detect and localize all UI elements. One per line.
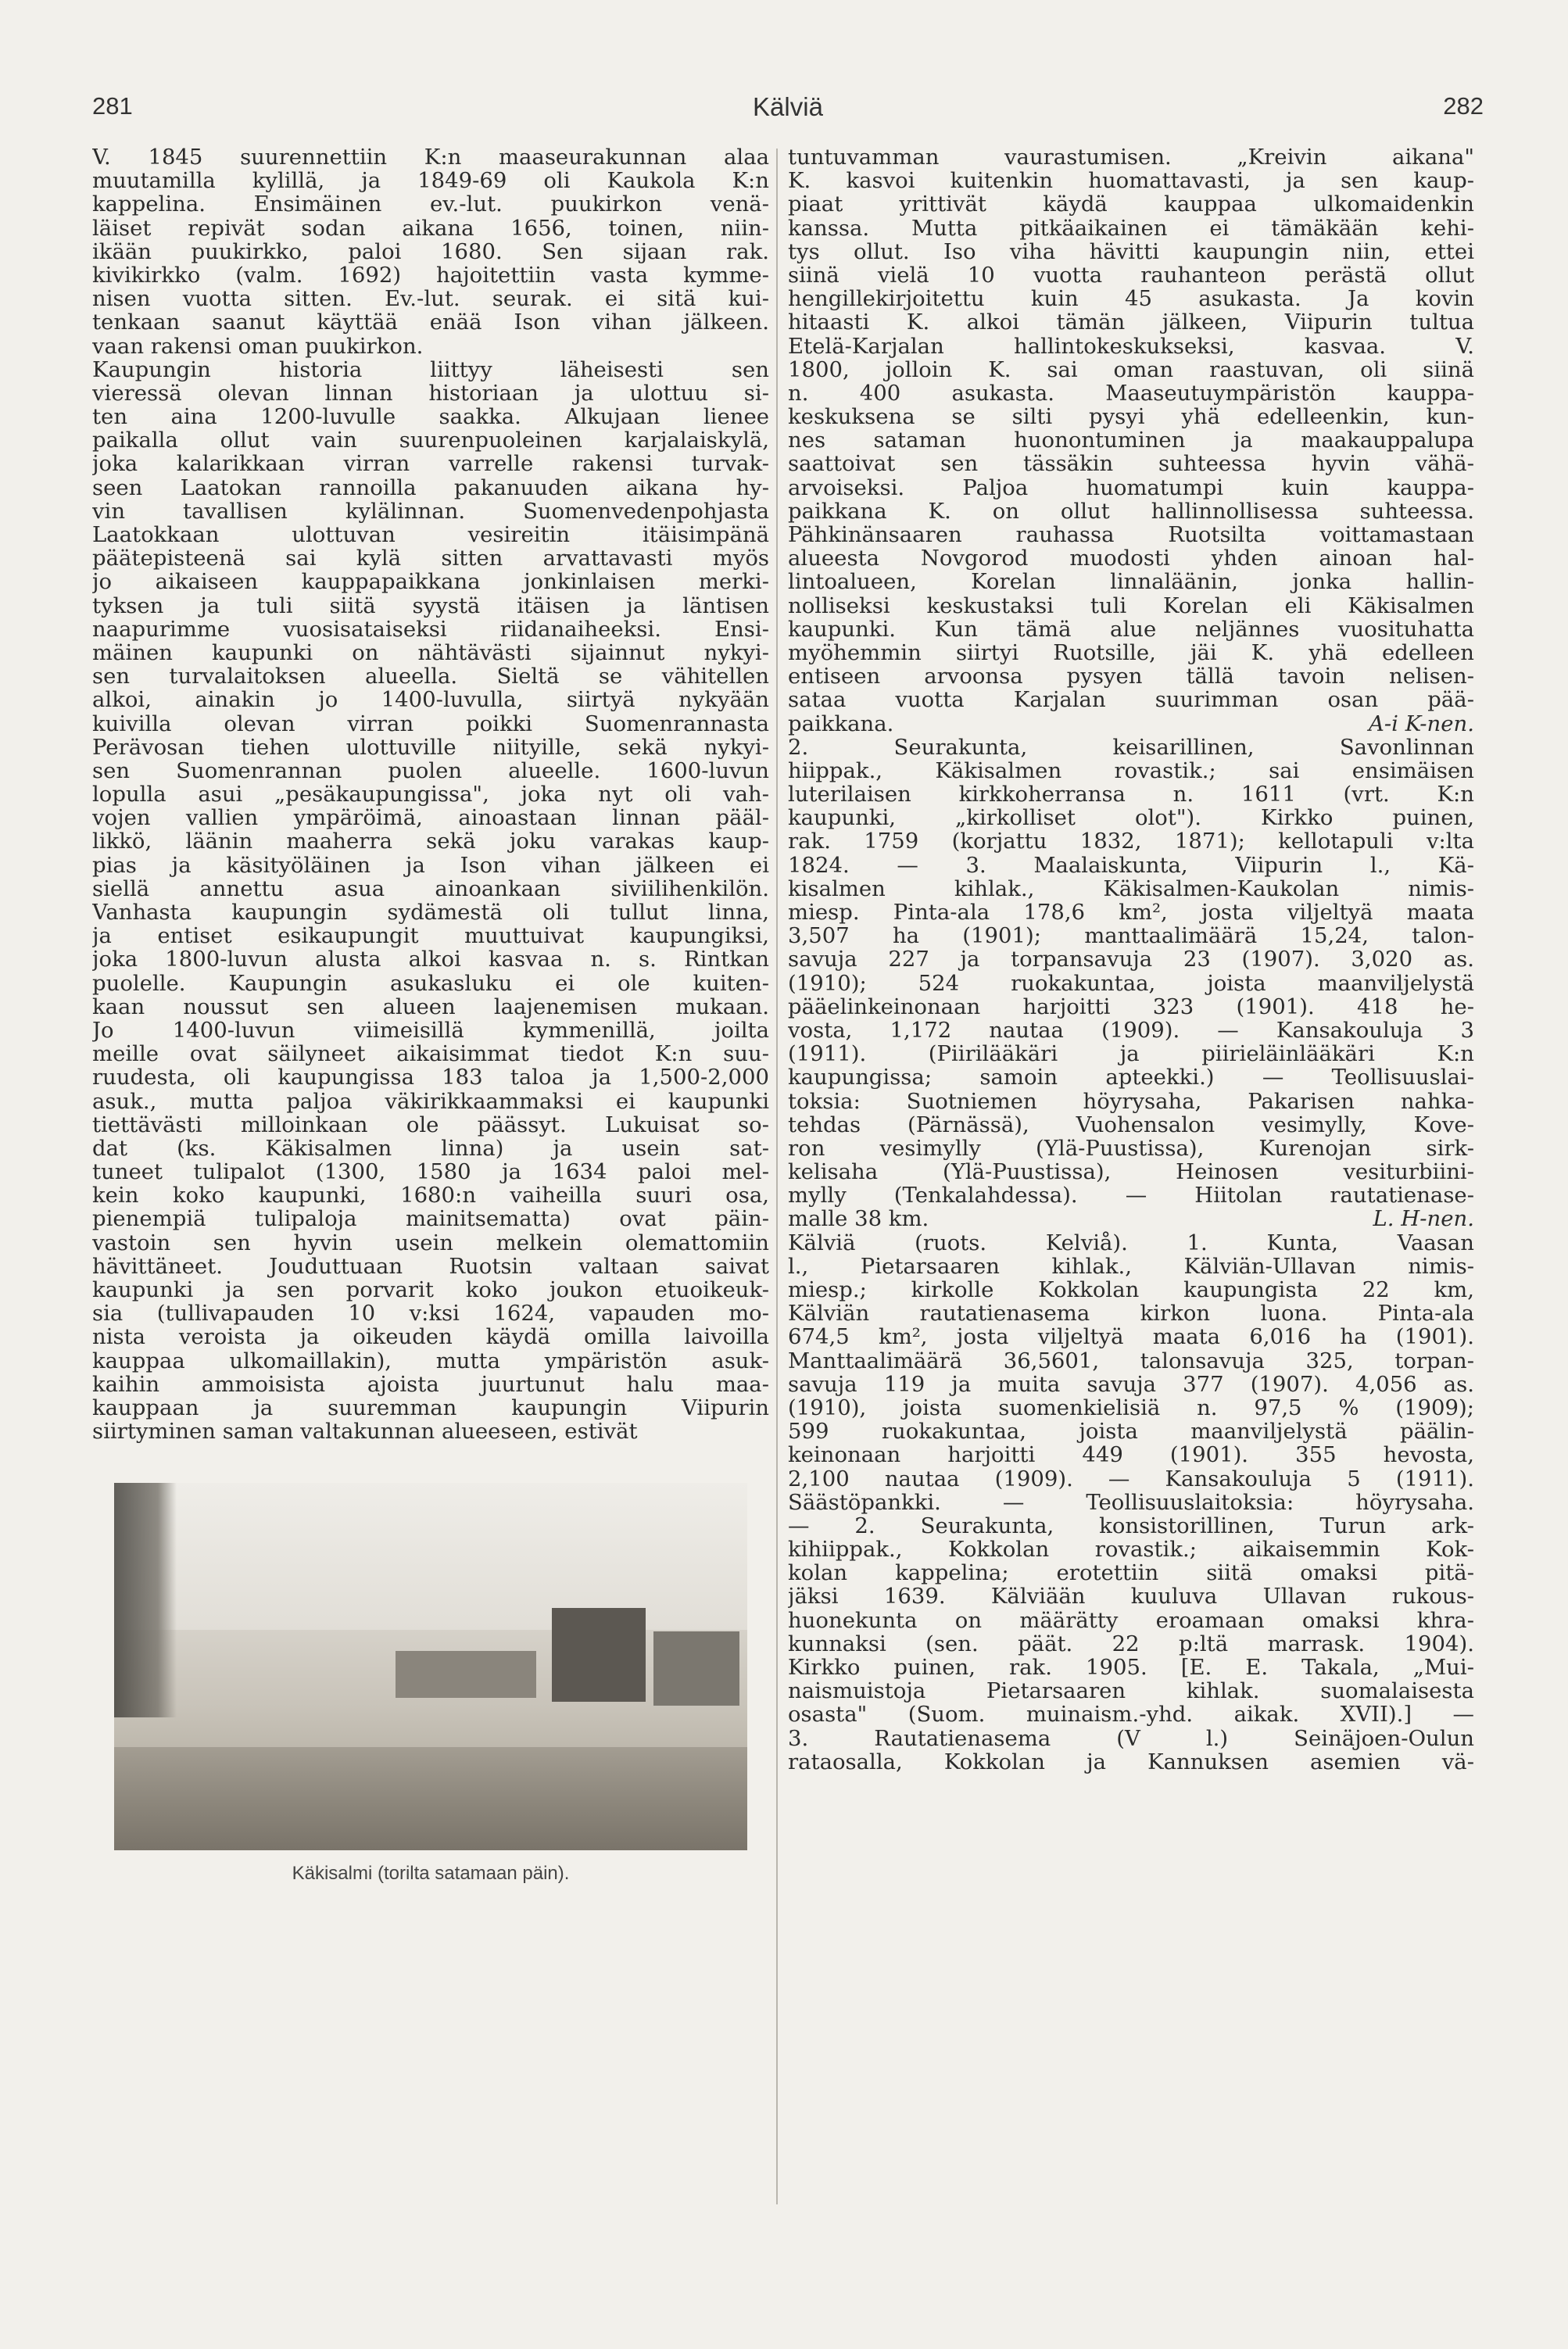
photo-sky: [114, 1483, 747, 1630]
text-line: huonekunta on määrätty eroamaan omaksi khra-: [788, 1608, 1474, 1632]
text-line: kaupunki, „kirkolliset olot"). Kirkko puinen,: [788, 806, 1474, 830]
text-line: V. 1845 suurennettiin K:n maaseurakunnan alaa: [92, 145, 769, 170]
text-line: vosta, 1,172 nautaa (1909). — Kansakouluja 3: [788, 1018, 1474, 1043]
text-line: — 2. Seurakunta, konsistorillinen, Turun ark-: [788, 1513, 1474, 1538]
text-line: ja entiset esikaupungit muuttuivat kaupungiksi,: [92, 924, 769, 948]
page-title: Kälviä: [753, 92, 823, 121]
text-line: asuk., mutta paljoa väkirikkaammaksi ei kaupunki: [92, 1089, 769, 1113]
text-line: kivikirkko (valm. 1692) hajoitettiin vasta kymme-: [92, 263, 769, 288]
text-line: 2,100 nautaa (1909). — Kansakouluja 5 (1911).: [788, 1466, 1474, 1491]
text-line: kappelina. Ensimäinen ev.-lut. puukirkon venä-: [92, 192, 769, 217]
text-line: muutamilla kylillä, ja 1849-69 oli Kaukola K:n: [92, 169, 769, 193]
text-line: läiset repivät sodan aikana 1656, toinen, niin-: [92, 216, 769, 240]
text-line: Kälviä (ruots. Kelviå). 1. Kunta, Vaasan: [788, 1230, 1474, 1255]
text-line: tehdas (Pärnässä), Vuohensalon vesimylly, Kove-: [788, 1112, 1474, 1137]
photo-building: [552, 1608, 646, 1702]
author-signature: L. H-nen.: [1373, 1207, 1474, 1231]
text-line: likkö, läänin maaherra sekä joku varakas kaup-: [92, 829, 769, 854]
right-text-column: [788, 145, 1474, 1774]
text-line: dat (ks. Käkisalmen linna) ja usein sat-: [92, 1136, 769, 1161]
text-line: (1910), joista suomenkielisiä n. 97,5 % (1909);: [788, 1395, 1474, 1420]
text-line: tuntuvamman vaurastumisen. „Kreivin aikana": [788, 145, 1474, 170]
text-line: Etelä-Karjalan hallintokeskukseksi, kasvaa. V.: [788, 334, 1474, 358]
text-line: nolliseksi keskustaksi tuli Korelan eli Käkisalmen: [788, 593, 1474, 618]
text-line: kunnaksi (sen. päät. 22 p:ltä marrask. 1904).: [788, 1631, 1474, 1656]
text-line: tyksen ja tuli siitä syystä itäisen ja läntisen: [92, 593, 769, 618]
text-line: alueesta Novgorod muodosti yhden ainoan hal-: [788, 546, 1474, 571]
photo-tree: [114, 1483, 177, 1717]
text-line: malle 38 km. L. H-nen.: [788, 1207, 1474, 1231]
text-line: miesp. Pinta-ala 178,6 km², josta viljeltyä maata: [788, 901, 1474, 925]
text-line: Kaupungin historia liittyy läheisesti sen: [92, 357, 769, 381]
text-line: kauppaa ulkomaillakin), mutta ympäristön asuk-: [92, 1348, 769, 1373]
photo-building: [653, 1631, 739, 1706]
text-line: naismuistoja Pietarsaaren kihlak. suomalaisesta: [788, 1679, 1474, 1703]
text-line: keskuksena se silti pysyi yhä edelleenkin, kun-: [788, 405, 1474, 429]
text-line: joka 1800-luvun alusta alkoi kasvaa n. s. Rintkan: [92, 947, 769, 972]
text-line: Laatokkaan ulottuvan vesireitin itäisimpänä: [92, 523, 769, 547]
text-line: alkoi, ainakin jo 1400-luvulla, siirtyä nykyään: [92, 688, 769, 712]
text-line: kisalmen kihlak., Käkisalmen-Kaukolan nimis-: [788, 876, 1474, 901]
text-line: pias ja käsityöläinen ja Ison vihan jälkeen ei: [92, 853, 769, 877]
text-line: Kirkko puinen, rak. 1905. [E. E. Takala, „Mui-: [788, 1656, 1474, 1680]
text-line: rataosalla, Kokkolan ja Kannuksen asemien vä-: [788, 1749, 1474, 1774]
text-line: siellä annettu asua ainoankaan siviilihenkilön.: [92, 876, 769, 901]
text-line: Säästöpankki. — Teollisuuslaitoksia: höyrysaha.: [788, 1490, 1474, 1514]
text-line: kaihin ammoisista ajoista juurtunut halu maa-: [92, 1372, 769, 1396]
text-line: ron vesimylly (Ylä-Puustissa), Kurenojan sirk-: [788, 1136, 1474, 1161]
text-line: rak. 1759 (korjattu 1832, 1871); kellotapuli v:lta: [788, 829, 1474, 854]
text-line: 3. Rautatienasema (V l.) Seinäjoen-Oulun: [788, 1726, 1474, 1750]
left-text-column: [92, 145, 769, 1443]
text-line: hitaasti K. alkoi tämän jälkeen, Viipurin tultua: [788, 310, 1474, 335]
text-line: puolelle. Kaupungin asukasluku ei ole kuiten-: [92, 971, 769, 995]
text-line: päätepisteenä sai kylä sitten arvattavasti myös: [92, 546, 769, 571]
text-line: Perävosan tiehen ulottuville niityille, sekä nykyi-: [92, 735, 769, 759]
text-line: 3,507 ha (1901); manttaalimäärä 15,24, talon-: [788, 924, 1474, 948]
text-line: paikalla ollut vain suurenpuoleinen karjalaiskylä,: [92, 428, 769, 453]
text-line: arvoiseksi. Paljoa huomatumpi kuin kauppa-: [788, 475, 1474, 500]
text-line: kolan kappelina; erotettiin siitä omaksi pitä-: [788, 1561, 1474, 1585]
text-line: sen Suomenrannan puolen alueelle. 1600-luvun: [92, 758, 769, 783]
text-line: siirtyminen saman valtakunnan alueeseen, estivät: [92, 1420, 638, 1444]
photo-building: [396, 1651, 536, 1698]
text-line: vaan rakensi oman puukirkon.: [92, 334, 424, 358]
text-line: myöhemmin siirtyi Ruotsille, jäi K. yhä edelleen: [788, 640, 1474, 665]
text-line: pääelinkeinonaan harjoitti 323 (1901). 418 he-: [788, 994, 1474, 1019]
text-line: 1824. — 3. Maalaiskunta, Viipurin l., Kä-: [788, 853, 1474, 877]
text-line: miesp.; kirkolle Kokkolan kaupungista 22 km,: [788, 1278, 1474, 1302]
text-line: vastoin sen hyvin usein melkein olemattomiin: [92, 1230, 769, 1255]
text-line: hiippak., Käkisalmen rovastik.; sai ensimäisen: [788, 758, 1474, 783]
text-line: kein koko kaupunki, 1680:n vaiheilla suuri osa,: [92, 1183, 769, 1208]
text-line: jäksi 1639. Kälviään kuuluva Ullavan rukous-: [788, 1585, 1474, 1609]
text-line: naapurimme vuosisataiseksi riidanaiheeksi. Ensi-: [92, 617, 769, 641]
text-line: pienempiä tulipaloja mainitsematta) ovat päin-: [92, 1207, 769, 1231]
text-line: 1800, jolloin K. sai oman raastuvan, oli siinä: [788, 357, 1474, 381]
text-line: kihiippak., Kokkolan rovastik.; aikaisemmin Kok-: [788, 1538, 1474, 1562]
text-line: l., Pietarsaaren kihlak., Kälviän-Ullavan nimis-: [788, 1254, 1474, 1278]
text-line: savuja 227 ja torpansavuja 23 (1907). 3,020 as.: [788, 947, 1474, 972]
text-line: Kälviän rautatienasema kirkon luona. Pinta-ala: [788, 1302, 1474, 1326]
text-line: piaat yrittivät käydä kauppaa ulkomaidenkin: [788, 192, 1474, 217]
text-line: 599 ruokakuntaa, joista maanviljelystä päälin-: [788, 1420, 1474, 1444]
text-line: ikään puukirkko, paloi 1680. Sen sijaan rak.: [92, 239, 769, 263]
text-line: lopulla asui „pesäkaupungissa", joka nyt oli vah-: [92, 782, 769, 807]
text-line: Jo 1400-luvun viimeisillä kymmenillä, joilta: [92, 1018, 769, 1043]
text-line: lintoalueen, Korelan linnaläänin, jonka hallin-: [788, 570, 1474, 594]
text-line: saattoivat sen tässäkin suhteessa hyvin vähä-: [788, 452, 1474, 476]
text-line: paikkana. A-i K-nen.: [788, 711, 1474, 736]
text-line: kelisaha (Ylä-Puustissa), Heinosen vesiturbiini-: [788, 1160, 1474, 1184]
page-number-left: 281: [92, 92, 133, 120]
text-line: vieressä olevan linnan historiaan ja ulottuu si-: [92, 381, 769, 406]
text-line: entiseen arvoonsa pysyen tällä tavoin nelisen-: [788, 664, 1474, 689]
text-line: savuja 119 ja muita savuja 377 (1907). 4,056 as.: [788, 1372, 1474, 1396]
text-line: sia (tullivapauden 10 v:ksi 1624, vapauden mo-: [92, 1302, 769, 1326]
text-line: Vanhasta kaupungin sydämestä oli tullut linna,: [92, 901, 769, 925]
author-signature: A-i K-nen.: [1369, 711, 1474, 736]
text-line: nista veroista ja oikeuden käydä omilla laivoilla: [92, 1325, 769, 1349]
text-line: tys ollut. Iso viha hävitti kaupungin niin, ettei: [788, 239, 1474, 263]
text-line: 674,5 km², josta viljeltyä maata 6,016 ha (1901).: [788, 1325, 1474, 1349]
text-line: K. kasvoi kuitenkin huomattavasti, ja sen kaup-: [788, 169, 1474, 193]
text-line: luterilaisen kirkkoherransa n. 1611 (vrt. K:n: [788, 782, 1474, 807]
text-line: kaupunki. Kun tämä alue neljännes vuosituhatta: [788, 617, 1474, 641]
text-line: osasta" (Suom. muinaism.-yhd. aikak. XVII).] —: [788, 1703, 1474, 1727]
text-line: (1910); 524 ruokakuntaa, joista maanviljelystä: [788, 971, 1474, 995]
text-line: kanssa. Mutta pitkäaikainen ei tämäkään kehi-: [788, 216, 1474, 240]
text-line: tiettävästi milloinkaan ole päässyt. Lukuisat so-: [92, 1112, 769, 1137]
page-number-right: 282: [1443, 92, 1484, 120]
text-line: hävittäneet. Jouduttuaan Ruotsin valtaan saivat: [92, 1254, 769, 1278]
text-line: n. 400 asukasta. Maaseutuympäristön kauppa-: [788, 381, 1474, 406]
text-line: paikkana K. on ollut hallinnollisessa suhteessa.: [788, 499, 1474, 523]
text-line: tenkaan saanut käyttää enää Ison vihan jälkeen.: [92, 310, 769, 335]
photo-water: [114, 1747, 747, 1850]
text-line: Manttaalimäärä 36,5601, talonsavuja 325, torpan-: [788, 1348, 1474, 1373]
text-line: meille ovat säilyneet aikaisimmat tiedot K:n suu-: [92, 1042, 769, 1066]
text-line: nes sataman huonontuminen ja maakauppalupa: [788, 428, 1474, 453]
text-line: 2. Seurakunta, keisarillinen, Savonlinnan: [788, 735, 1474, 759]
text-line: mylly (Tenkalahdessa). — Hiitolan rautatienase-: [788, 1183, 1474, 1208]
text-line: kaupungissa; samoin apteekki.) — Teollisuuslai-: [788, 1065, 1474, 1090]
text-line: (1911). (Piirilääkäri ja piirieläinlääkäri K:n: [788, 1042, 1474, 1066]
text-line: toksia: Suotniemen höyrysaha, Pakarisen nahka-: [788, 1089, 1474, 1113]
photo-caption: Käkisalmi (torilta satamaan päin).: [292, 1863, 570, 1884]
text-line: jo aikaiseen kauppapaikkana jonkinlaisen merki-: [92, 570, 769, 594]
text-line: mäinen kaupunki on nähtävästi sijainnut nykyi-: [92, 640, 769, 665]
text-line: kaupunki ja sen porvarit koko joukon etuoikeuk-: [92, 1278, 769, 1302]
text-line: hengillekirjoitettu kuin 45 asukasta. Ja kovin: [788, 287, 1474, 311]
text-line: kauppaan ja suuremman kaupungin Viipurin: [92, 1395, 769, 1420]
column-divider: [776, 149, 778, 2204]
text-line: kuivilla olevan virran poikki Suomenrannasta: [92, 711, 769, 736]
text-line: ruudesta, oli kaupungissa 183 taloa ja 1,500-2,000: [92, 1065, 769, 1090]
text-line: nisen vuotta sitten. Ev.-lut. seurak. ei sitä kui-: [92, 287, 769, 311]
text-line: vojen vallien ympäröimä, ainoastaan linnan pääl-: [92, 806, 769, 830]
text-line: joka kalarikkaan virran varrelle rakensi turvak-: [92, 452, 769, 476]
text-line: siinä vielä 10 vuotta rauhanteon perästä ollut: [788, 263, 1474, 288]
text-line: seen Laatokan rannoilla pakanuuden aikana hy-: [92, 475, 769, 500]
text-line: sataa vuotta Karjalan suurimman osan pää-: [788, 688, 1474, 712]
text-line: kaan noussut sen alueen laajenemisen mukaan.: [92, 994, 769, 1019]
text-line: tuneet tulipalot (1300, 1580 ja 1634 paloi mel-: [92, 1160, 769, 1184]
kakisalmi-photo: [114, 1483, 747, 1850]
text-line: ten aina 1200-luvulle saakka. Alkujaan lienee: [92, 405, 769, 429]
text-line: vin tavallisen kylälinnan. Suomenvedenpohjasta: [92, 499, 769, 523]
text-line: sen turvalaitoksen alueella. Sieltä se vähitellen: [92, 664, 769, 689]
text-line: Pähkinänsaaren rauhassa Ruotsilta voittamastaan: [788, 523, 1474, 547]
text-line: keinonaan harjoitti 449 (1901). 355 hevosta,: [788, 1443, 1474, 1467]
page-header: [92, 92, 1484, 131]
